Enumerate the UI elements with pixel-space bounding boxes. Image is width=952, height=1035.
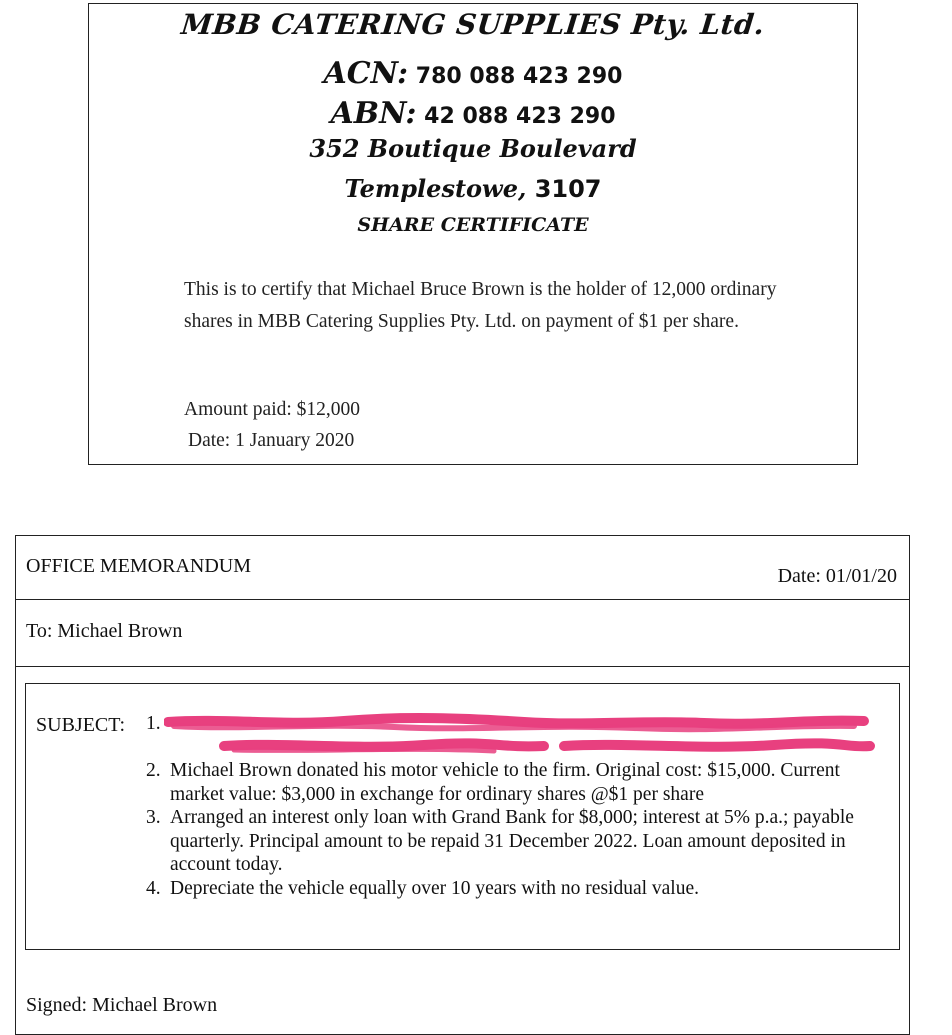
- memo-to: To: Michael Brown: [26, 620, 183, 642]
- certificate-body: This is to certify that Michael Bruce Brown is the holder of 12,000 ordinary shares in MBB Catering Supplies Pty. Ltd. on payment of $1 per share.: [184, 279, 777, 332]
- abn-line: [89, 96, 857, 131]
- item-text: Michael Brown donated his motor vehicle to the firm. Original cost: $15,000. Current market value: $3,000 in exchange for ordinary shares @$1 per share: [170, 760, 840, 805]
- item-text: Depreciate the vehicle equally over 10 years with no residual value.: [170, 877, 699, 899]
- item-number: 2.: [146, 760, 161, 781]
- address-postcode: 3107: [534, 175, 602, 203]
- address-line-1: 352 Boutique Boulevard: [309, 134, 637, 163]
- list-item: [146, 806, 891, 877]
- abn-label: ABN:: [330, 96, 417, 131]
- item-number: 4.: [146, 877, 161, 899]
- memo-title: OFFICE MEMORANDUM: [26, 555, 252, 577]
- subject-items: [146, 712, 891, 900]
- list-item: [146, 759, 891, 806]
- share-certificate: [88, 3, 858, 465]
- address-line-2: [89, 174, 857, 203]
- certificate-title: SHARE CERTIFICATE: [357, 214, 589, 236]
- subject-box: [25, 683, 900, 950]
- item-text: Arranged an interest only loan with Grand Bank for $8,000; interest at 5% p.a.; payable quarterly. Principal amount to be repaid 31 December 2022. Loan amount deposited in account today.: [170, 807, 854, 875]
- acn-label: ACN:: [323, 56, 409, 91]
- memo-date: Date: 01/01/20: [777, 565, 897, 587]
- amount-paid: Amount paid: $12,000: [184, 399, 361, 420]
- divider: [16, 599, 909, 600]
- list-item: [146, 877, 891, 901]
- abn-value: 42 088 423 290: [424, 104, 616, 129]
- memo-signature: Signed: Michael Brown: [26, 994, 218, 1016]
- certificate-date: Date: 1 January 2020: [188, 430, 355, 451]
- list-item: [146, 712, 891, 759]
- subject-label: SUBJECT:: [36, 714, 126, 736]
- redaction-scribble: [164, 712, 884, 758]
- acn-value: 780 088 423 290: [415, 64, 623, 89]
- office-memorandum: [15, 535, 910, 1035]
- item-number: 1.: [146, 713, 161, 734]
- item-number: 3.: [146, 807, 161, 828]
- company-name: MBB CATERING SUPPLIES Pty. Ltd.: [179, 8, 767, 41]
- divider: [16, 666, 909, 667]
- acn-line: [89, 56, 857, 91]
- address-city: Templestowe,: [344, 174, 527, 203]
